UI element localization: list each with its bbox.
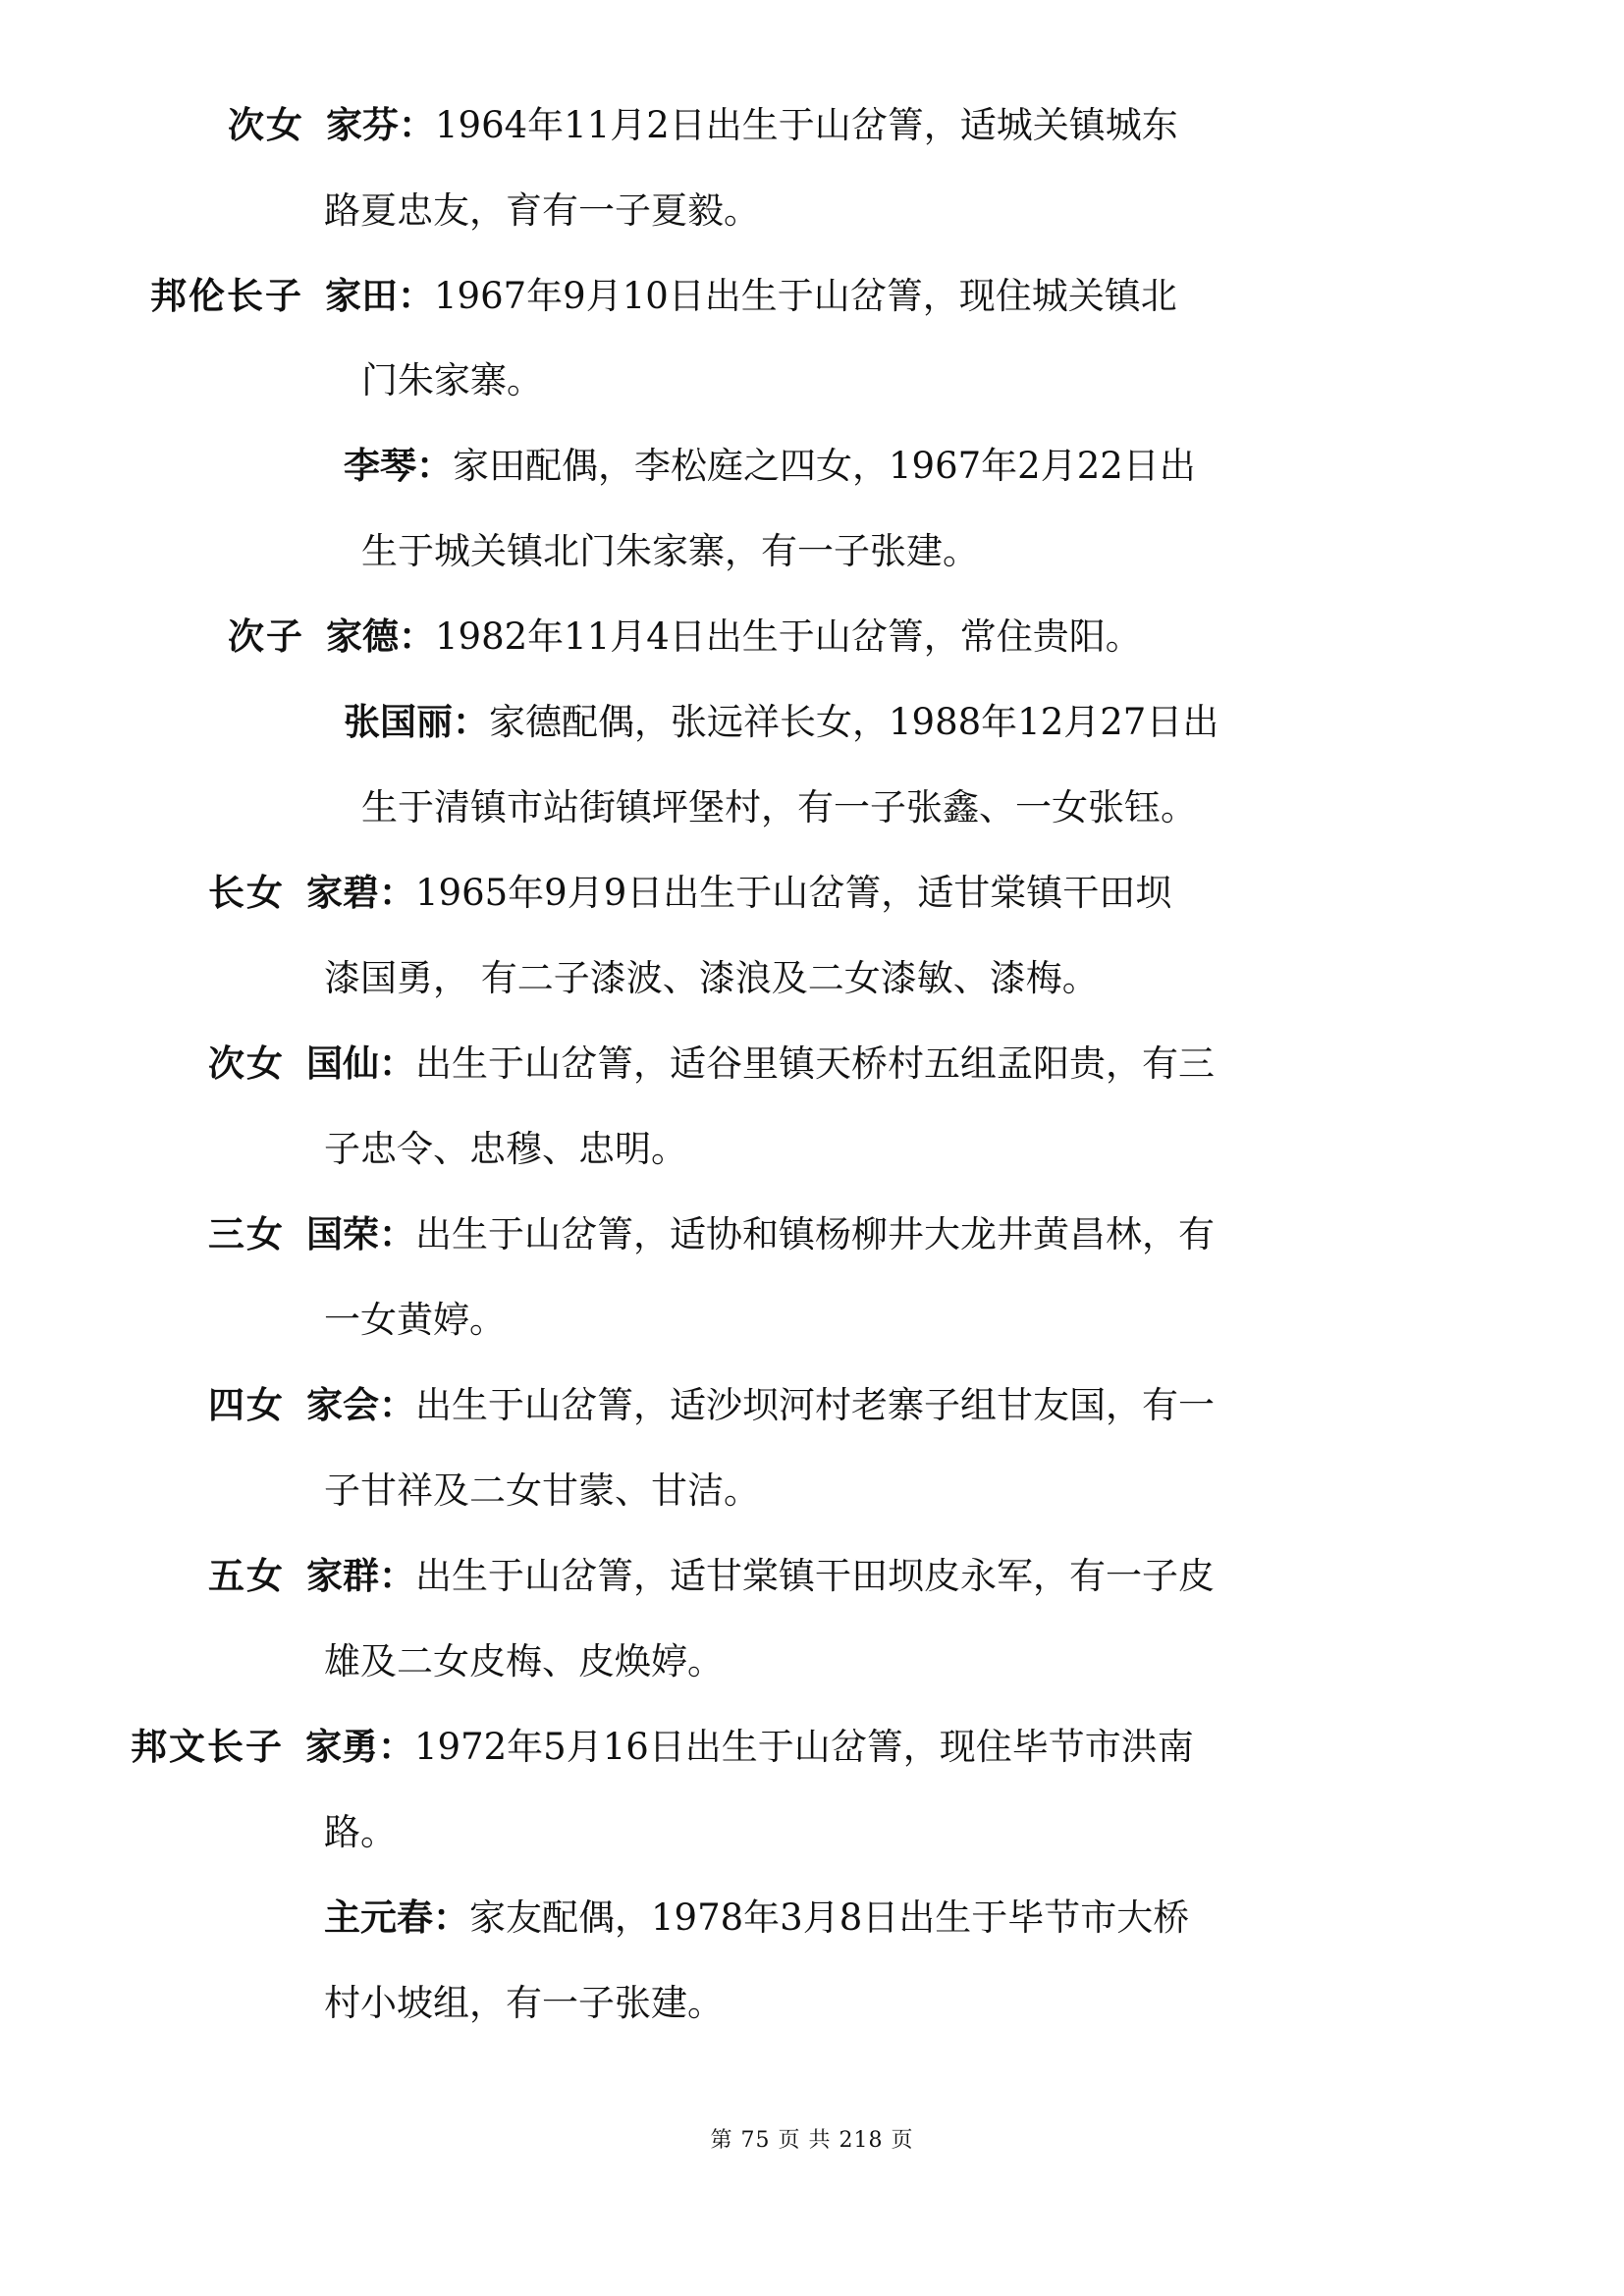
entry-text: 家德配偶，张远祥长女，1988年12月27日出 xyxy=(489,701,1219,743)
entry-name: 家群： xyxy=(306,1555,415,1597)
entry-name: 家勇： xyxy=(305,1726,414,1768)
entry-text: 出生于山岔箐，适甘棠镇干田坝皮永军，有一子皮 xyxy=(415,1555,1215,1597)
entry-text: 漆国勇， 有二子漆波、漆浪及二女漆敏、漆梅。 xyxy=(324,957,1099,999)
entry-text: 雄及二女皮梅、皮焕婷。 xyxy=(324,1640,724,1682)
entry-role: 邦伦长子 xyxy=(150,275,303,317)
entry-name: 家德： xyxy=(326,615,435,658)
entry-role: 次子 xyxy=(228,615,304,658)
entry-role: 次女 xyxy=(228,104,304,146)
entry-text: 生于城关镇北门朱家寨，有一子张建。 xyxy=(361,530,979,572)
entry-name: 国荣： xyxy=(306,1213,415,1255)
entry-text: 路。 xyxy=(324,1811,397,1853)
entry-role: 三女 xyxy=(208,1213,285,1255)
entry-text: 门朱家寨。 xyxy=(361,359,543,401)
entry-text: 1964年11月2日出生于山岔箐，适城关镇城东 xyxy=(435,104,1178,146)
entry-role: 五女 xyxy=(208,1555,285,1597)
entry-text: 1967年9月10日出生于山岔箐，现住城关镇北 xyxy=(434,275,1177,317)
entry-role: 四女 xyxy=(208,1384,285,1426)
entry-text: 家友配偶，1978年3月8日出生于毕节市大桥 xyxy=(469,1896,1190,1939)
entry-name: 家碧： xyxy=(306,872,415,914)
entry-name: 家田： xyxy=(325,275,434,317)
entry-text: 子忠令、忠穆、忠明。 xyxy=(324,1128,687,1170)
entry-name: 李琴： xyxy=(344,445,453,487)
entry-text: 村小坡组，有一子张建。 xyxy=(324,1982,724,2024)
entry-text: 一女黄婷。 xyxy=(324,1299,506,1341)
entry-name: 张国丽： xyxy=(344,701,489,743)
entry-name: 家会： xyxy=(306,1384,415,1426)
entry-name: 家芬： xyxy=(326,104,435,146)
entry-text: 路夏忠友，育有一子夏毅。 xyxy=(324,189,760,232)
entry-text: 1982年11月4日出生于山岔箐，常住贵阳。 xyxy=(435,615,1142,658)
page-number-footer: 第 75 页 共 218 页 xyxy=(710,2128,914,2153)
entry-text: 家田配偶，李松庭之四女，1967年2月22日出 xyxy=(453,445,1196,487)
entry-role: 次女 xyxy=(208,1042,285,1085)
entry-text: 出生于山岔箐，适协和镇杨柳井大龙井黄昌林，有 xyxy=(415,1213,1215,1255)
entry-text: 1972年5月16日出生于山岔箐，现住毕节市洪南 xyxy=(414,1726,1194,1768)
entry-text: 1965年9月9日出生于山岔箐，适甘棠镇干田坝 xyxy=(415,872,1172,914)
entry-text: 出生于山岔箐，适谷里镇天桥村五组孟阳贵，有三 xyxy=(415,1042,1215,1085)
entry-text: 子甘祥及二女甘蒙、甘洁。 xyxy=(324,1469,760,1512)
entry-name: 主元春： xyxy=(324,1896,469,1939)
entry-name: 国仙： xyxy=(306,1042,415,1085)
entry-text: 生于清镇市站街镇坪堡村，有一子张鑫、一女张钰。 xyxy=(361,786,1197,828)
entry-role: 邦文长子 xyxy=(131,1726,284,1768)
entry-role: 长女 xyxy=(208,872,285,914)
entry-text: 出生于山岔箐，适沙坝河村老寨子组甘友国，有一 xyxy=(415,1384,1215,1426)
